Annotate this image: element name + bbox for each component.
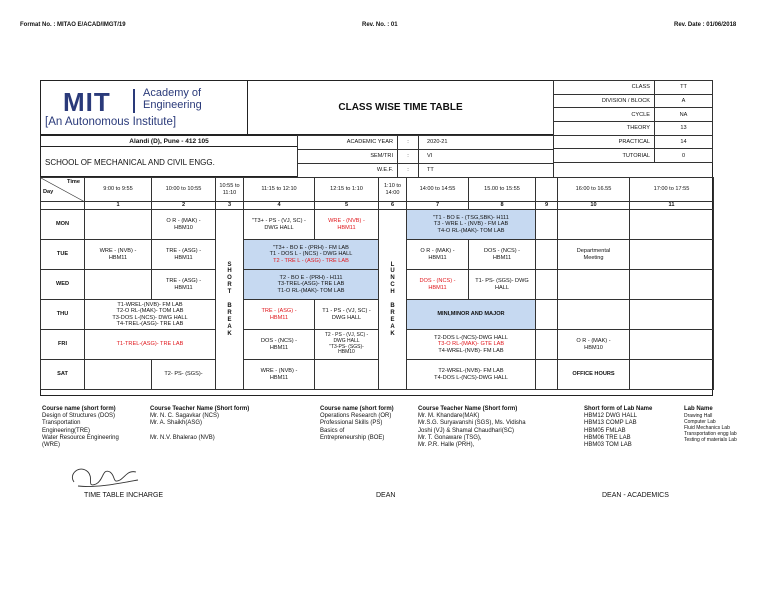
time-slot bbox=[536, 178, 558, 202]
legend-teachers-1: Course Teacher Name (Short form) Mr. N. C. Sagavkar (NCS) Mr. A. Shaikh(ASG) Mr. N.V. Bhalerao (NVB) bbox=[150, 406, 250, 441]
slot-number: 2 bbox=[152, 202, 216, 210]
cell-mon-7-8: "T1 - BO E - (TSG,SBK)- H111 T3 - WRE L - (NVB) - FM LAB T4-O RL-(MAK)- TOM LAB bbox=[407, 210, 536, 240]
academic-year: 2020-21 bbox=[419, 136, 554, 150]
revision-number: Rev. No. : 01 bbox=[362, 22, 398, 28]
logo-block bbox=[40, 80, 248, 135]
slot-number: 1 bbox=[85, 202, 152, 210]
school-block bbox=[40, 135, 298, 177]
info-value: 13 bbox=[655, 122, 713, 136]
academic-meta-table: ACADEMIC YEAR : 2020-21 SEM/TRI : VI W.E.F. : TT bbox=[297, 135, 554, 178]
signature-dean: DEAN bbox=[376, 492, 396, 499]
slot-number: 4 bbox=[244, 202, 315, 210]
day-label-thu: THU bbox=[41, 300, 85, 330]
legend-course-names-1: Course name (short form) Design of Structures (DOS) Transportation Engineering(TRE) Water Resource Engineering (WRE) bbox=[42, 406, 119, 448]
logo-line2: Engineering bbox=[143, 99, 202, 111]
day-label-mon: MON bbox=[41, 210, 85, 240]
cell-wed-4-5: T2 - BO E - (PRH) - H111 T3-TREL-(ASG)- TRE LAB T1-O RL-(MAK)- TOM LAB bbox=[244, 270, 379, 300]
cell-tue-4-5 bbox=[244, 240, 379, 270]
cell-wed-2: TRE - (ASG) - HBM11 bbox=[152, 270, 216, 300]
timetable-grid bbox=[40, 177, 714, 390]
info-label: CLASS bbox=[554, 81, 655, 95]
wef-label: W.E.F. bbox=[298, 164, 398, 178]
slot-number: 5 bbox=[315, 202, 379, 210]
slot-number: 10 bbox=[558, 202, 630, 210]
time-slot: 16:00 to 16.55 bbox=[558, 178, 630, 202]
slot-number: 6 bbox=[379, 202, 407, 210]
cell-sat-10: OFFICE HOURS bbox=[558, 360, 630, 390]
time-label: Time bbox=[67, 179, 80, 185]
signature-icon bbox=[66, 458, 146, 492]
cell-tue-7: O R - (MAK) - HBM11 bbox=[407, 240, 469, 270]
logo-divider bbox=[133, 89, 135, 113]
info-label: CYCLE bbox=[554, 108, 655, 122]
cell-sat-4: WRE - (NVB) - HBM11 bbox=[244, 360, 315, 390]
legend-lab-short: Short form of Lab Name HBM12 DWG HALL HBM13 COMP LAB HBM05 FMLAB HBM06 TRE LAB HBM03 TOM LAB bbox=[584, 406, 653, 448]
cell-fri-10: O R - (MAK) - HBM10 bbox=[558, 330, 630, 360]
logo-line1: Academy of bbox=[143, 87, 202, 99]
cell-line: T1 - DOS L - (NCS) - DWG HALL bbox=[269, 251, 353, 258]
cell-fri-5: T2 - PS - (VJ, SC) - DWG HALL "T3-PS- (SGS)- HBM10 bbox=[315, 330, 379, 360]
cell-mon-5: WRE - (NVB) - HBM11 bbox=[315, 210, 379, 240]
time-slot: 1:10 to 14:00 bbox=[379, 178, 407, 202]
info-label: TUTORIAL bbox=[554, 149, 655, 163]
slot-number: 3 bbox=[216, 202, 244, 210]
time-slot: 11:15 to 12:10 bbox=[244, 178, 315, 202]
slot-number: 9 bbox=[536, 202, 558, 210]
slot-number: 7 bbox=[407, 202, 469, 210]
day-label-wed: WED bbox=[41, 270, 85, 300]
time-slot: 9:00 to 9:55 bbox=[85, 178, 152, 202]
cell-wed-7: DOS - (NCS) - HBM11 bbox=[407, 270, 469, 300]
cell-tue-1: WRE - (NVB) - HBM11 bbox=[85, 240, 152, 270]
info-label: PRACTICAL bbox=[554, 135, 655, 149]
time-slot: 15.00 to 15:55 bbox=[469, 178, 536, 202]
wef-value: TT bbox=[419, 164, 554, 178]
school-name: SCHOOL OF MECHANICAL AND CIVIL ENGG. bbox=[45, 158, 215, 167]
info-value: TT bbox=[655, 81, 713, 95]
time-slot: 10:00 to 10:55 bbox=[152, 178, 216, 202]
info-value: 14 bbox=[655, 135, 713, 149]
info-label: DIVISION / BLOCK bbox=[554, 94, 655, 108]
day-label: Day bbox=[43, 188, 54, 195]
legend-lab-names: Lab Name Drawing Hall Computer Lab Fluid Mechanics Lab Transportation engg lab Testing of materials Lab bbox=[684, 406, 737, 444]
cell-tue-10: Departmental Meeting bbox=[558, 240, 630, 270]
cell-sat-7-8: T2-WREL-(NVB)- FM LAB T4-DOS L-(NCS)-DWG HALL bbox=[407, 360, 536, 390]
academic-year-label: ACADEMIC YEAR bbox=[298, 136, 398, 150]
cell-wed-8: T1- PS- (SGS)- DWG HALL bbox=[469, 270, 536, 300]
address: Alandi (D), Pune - 412 105 bbox=[129, 138, 209, 145]
format-number: Format No. : MITAO E/ACAD/IMGT/19 bbox=[20, 22, 126, 28]
page-title: CLASS WISE TIME TABLE bbox=[338, 102, 463, 113]
time-day-corner bbox=[41, 178, 85, 202]
cell-fri-7-8: T2-DOS L-(NCS)-DWG HALL T3-O RL-(MAK)- GTE LAB T4-WREL-(NVB)- FM LAB bbox=[407, 330, 536, 360]
legend-course-names-2: Course name (short form) Operations Research (OR) Professional Skills (PS) Basics of Entrepreneurship (BOE) bbox=[320, 406, 394, 441]
time-slot: 17:00 to 17:55 bbox=[630, 178, 714, 202]
day-label-sat: SAT bbox=[41, 360, 85, 390]
time-slot: 12:15 to 1:10 bbox=[315, 178, 379, 202]
info-value: NA bbox=[655, 108, 713, 122]
short-break: S H O R T B R E A K bbox=[216, 210, 244, 390]
cell-thu-5: T1 - PS - (VJ, SC) - DWG HALL bbox=[315, 300, 379, 330]
signature-dean-academics: DEAN - ACADEMICS bbox=[602, 492, 669, 499]
semester: VI bbox=[419, 150, 554, 164]
cell-tue-2: TRE - (ASG) - HBM11 bbox=[152, 240, 216, 270]
sem-label: SEM/TRI bbox=[298, 150, 398, 164]
legend-teachers-2: Course Teacher Name (Short form) Mr. M. Khandare(MAK) Mr.S.G. Suryavanshi (SGS), Ms. Vidisha Joshi (VJ) & Shamal Chaudhari(SC) Mr. T. Gonaware (TSG), Mr. P.R. Halle (PRH), bbox=[418, 406, 526, 448]
info-value: 0 bbox=[655, 149, 713, 163]
day-label-tue: TUE bbox=[41, 240, 85, 270]
cell-fri-4: DOS - (NCS) - HBM11 bbox=[244, 330, 315, 360]
time-slot: 14:00 to 14:55 bbox=[407, 178, 469, 202]
signature-incharge: TIME TABLE INCHARGE bbox=[84, 492, 164, 499]
cell-line: "T3+ - BO E - (PRH) - FM LAB bbox=[273, 244, 349, 251]
slot-number: 11 bbox=[630, 202, 714, 210]
cell-mon-4: "T3+ - PS - (VJ, SC) - DWG HALL bbox=[244, 210, 315, 240]
day-label-fri: FRI bbox=[41, 330, 85, 360]
revision-date: Rev. Date : 01/06/2018 bbox=[674, 22, 737, 28]
info-value: A bbox=[655, 94, 713, 108]
lunch-break: L U N C H B R E A K bbox=[379, 210, 407, 390]
cell-thu-7-8: MINI,MINOR AND MAJOR bbox=[407, 300, 536, 330]
logo-line3: [An Autonomous Institute] bbox=[45, 116, 177, 128]
cell-fri-1-2: T1-TREL-(ASG)- TRE LAB bbox=[85, 330, 216, 360]
cell-tue-8: DOS - (NCS) - HBM11 bbox=[469, 240, 536, 270]
time-slot: 10:55 to 11:10 bbox=[216, 178, 244, 202]
title-block bbox=[247, 80, 554, 135]
cell-thu-4: TRE - (ASG) - HBM11 bbox=[244, 300, 315, 330]
slot-number: 8 bbox=[469, 202, 536, 210]
class-info-table bbox=[553, 80, 713, 163]
info-label: THEORY bbox=[554, 122, 655, 136]
cell-mon-1 bbox=[85, 210, 152, 240]
cell-sat-2: T2- PS- (SGS)- bbox=[152, 360, 216, 390]
cell-line: T2 - TRE L - (ASG) - TRE LAB bbox=[273, 257, 349, 264]
cell-thu-1-2: T1-WREL-(NVB)- FM LAB T2-O RL-(MAK)- TOM LAB T3-DOS L-(NCS)- DWG HALL T4-TREL-(ASG)- TRE LAB bbox=[85, 300, 216, 330]
logo-mit: MIT bbox=[63, 87, 111, 117]
cell-mon-2: O R - (MAK) - HBM10 bbox=[152, 210, 216, 240]
